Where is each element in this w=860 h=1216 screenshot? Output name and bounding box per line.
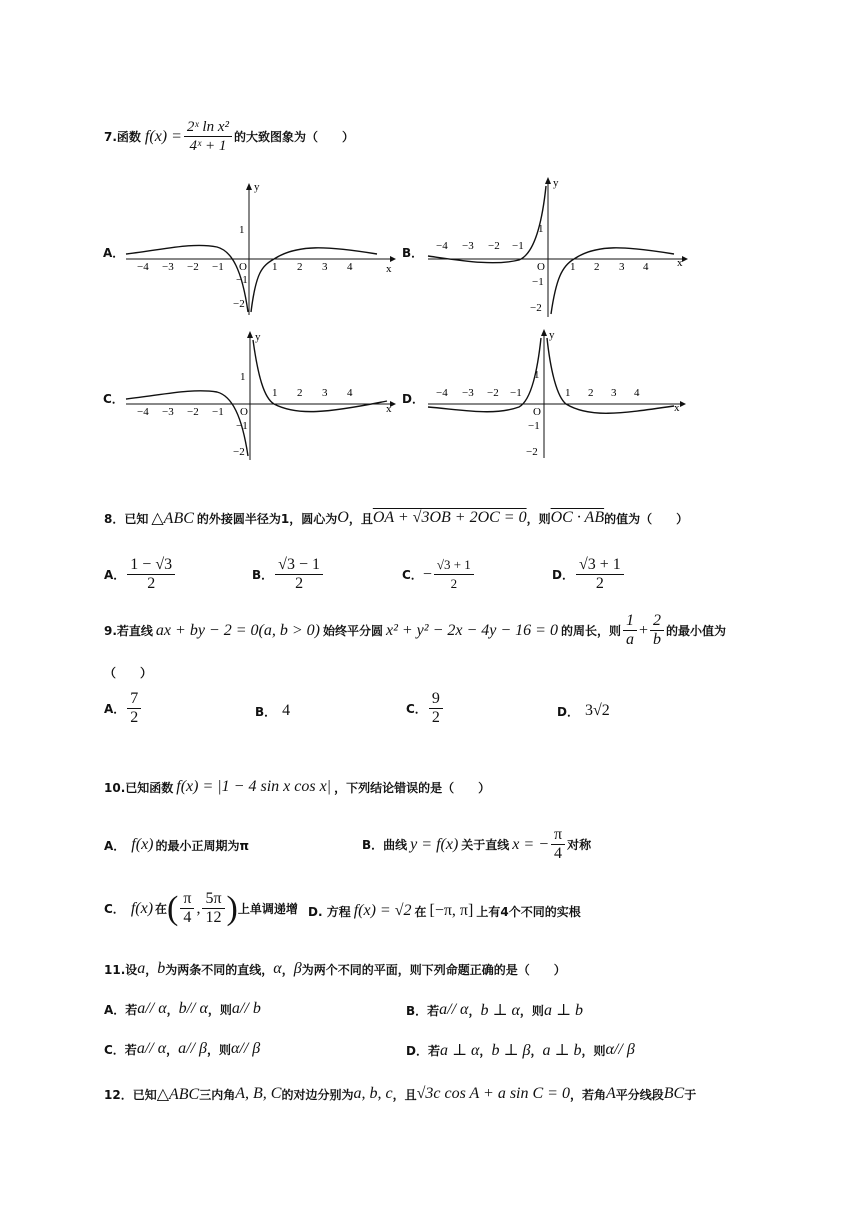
q7-tail: 的大致图象为（ ） (233, 130, 354, 144)
option-text: 上有4个不同的实根 (476, 904, 581, 919)
option-expr: a ⊥ b (543, 1002, 583, 1019)
q7-graph-a (122, 180, 398, 320)
q11-text: ， (145, 962, 158, 977)
option-fraction (551, 826, 565, 863)
q12-stem (104, 1084, 696, 1104)
option-label: D. 方程 (308, 904, 351, 919)
tick-label: −3 (162, 406, 174, 418)
option-text: 上单调递增 (237, 902, 298, 916)
tick-label: −2 (487, 387, 499, 399)
q8-vector-equation: OA + √3OB + 2OC = 0 (372, 509, 527, 526)
tick-label: 3 (322, 387, 328, 399)
q9-text: 的最小值为 (666, 624, 727, 638)
tick-label: 3 (611, 387, 617, 399)
tick-label: 1 (534, 369, 540, 381)
option-text: ，则 (207, 1002, 232, 1017)
interval-end (202, 890, 224, 927)
q7-func: f(x) = (144, 127, 182, 145)
q11-option-d[interactable] (406, 1040, 635, 1060)
option-label: D． (557, 704, 579, 719)
numerator: π (551, 826, 565, 845)
option-expr: f(x) (130, 899, 154, 917)
option-label: C．若 (104, 1042, 137, 1057)
option-text: ， (479, 1043, 492, 1058)
q8-triangle: △ABC (151, 510, 194, 527)
option-label: B． (255, 704, 277, 719)
q8-text: 的外接圆半径为1，圆心为 (196, 511, 338, 526)
denominator: 2 (295, 575, 304, 592)
tick-label: −2 (488, 240, 500, 252)
tick-label: −4 (436, 387, 448, 399)
q8-dot-product: OC · AB (550, 509, 605, 526)
tick-label: −1 (512, 240, 524, 252)
option-label: A．若 (104, 1002, 138, 1017)
numerator: π (180, 890, 194, 909)
option-label: A． (104, 702, 126, 716)
q7-label: 7.函数 (104, 130, 141, 144)
q10-option-a[interactable] (104, 836, 249, 854)
curve-right (251, 248, 377, 312)
q12-equation: √3c cos A + a sin C = 0 (416, 1085, 570, 1102)
option-text: ，则 (519, 1003, 544, 1018)
tick-label: −1 (236, 420, 248, 432)
numerator: 2 (650, 612, 664, 631)
curve-right (547, 338, 674, 413)
q10-option-c[interactable]: C． f(x) 在 ( $\frac{\pi}{4}$ , $\frac{5\pi}{12}$ ) 上单调递增 (104, 889, 298, 927)
q7-graph-b (424, 174, 692, 322)
tick-label: 1 (538, 223, 544, 235)
q9-line-equation: ax + by − 2 = 0(a, b > 0) (155, 621, 320, 639)
tick-label: 2 (297, 261, 303, 273)
option-text: ， (166, 1002, 179, 1017)
q8-text: 的值为（ ） (604, 511, 689, 526)
q8-stem (104, 508, 688, 528)
q11-stem (104, 960, 566, 978)
q9-option-a[interactable] (104, 690, 143, 727)
curve-right (253, 340, 387, 412)
tick-label: −2 (526, 446, 538, 458)
tick-label: 1 (570, 261, 576, 273)
option-fraction (576, 556, 624, 593)
q11-option-a[interactable] (104, 1000, 261, 1018)
option-label: D． (552, 568, 574, 582)
q10-option-b[interactable] (362, 826, 591, 863)
q7-numerator: 2ˣ ln x² (184, 118, 232, 137)
q11-var: b (157, 960, 166, 977)
option-text: 的最小正周期为π (155, 838, 249, 853)
denominator: 4 (183, 909, 192, 926)
y-axis-arrow (247, 331, 253, 338)
option-expr: b// α (178, 1000, 208, 1017)
tick-label: −4 (137, 261, 149, 273)
q11-label: 11.设 (104, 962, 138, 977)
tick-label: −2 (233, 446, 245, 458)
q9-option-c[interactable] (406, 690, 445, 727)
option-label: D．若 (406, 1043, 440, 1058)
denominator: a (625, 631, 634, 648)
denominator: 2 (147, 575, 156, 592)
q8-option-a[interactable] (104, 556, 177, 593)
option-fraction (429, 690, 443, 727)
option-expr: f(x) (131, 836, 154, 853)
y-axis-arrow (246, 183, 252, 190)
q10-label: 10.已知函数 (104, 780, 174, 795)
option-expr: x = − (512, 835, 549, 853)
q8-center: O (337, 509, 349, 526)
q11-text: 为两条不同的直线， (165, 962, 274, 977)
tick-label: −1 (236, 274, 248, 286)
tick-label: −4 (436, 240, 448, 252)
option-expr: a// α (137, 1000, 167, 1017)
q10-option-d[interactable] (308, 902, 581, 920)
tick-label: 2 (588, 387, 594, 399)
tick-label: −2 (187, 261, 199, 273)
q9-answer-paren: （ ） (104, 666, 153, 680)
q7-option-a-label: A． (103, 246, 125, 260)
x-label: x (677, 257, 683, 269)
q9-text: 始终平分圆 (322, 624, 383, 638)
option-value: 3√2 (584, 702, 610, 719)
option-text: ，则 (206, 1042, 231, 1057)
option-expr: b ⊥ α (480, 1002, 520, 1019)
q12-text: 三内角 (199, 1087, 236, 1102)
option-text: ， (166, 1042, 179, 1057)
denominator: 4 (554, 845, 563, 862)
tick-label: 1 (239, 224, 245, 236)
q10-text: ，下列结论错误的是（ ） (334, 780, 491, 795)
y-label: y (255, 331, 261, 343)
numerator: 5π (202, 890, 224, 909)
q7-option-b-label: B． (402, 246, 424, 260)
q9-circle-equation: x² + y² − 2x − 4y − 16 = 0 (385, 621, 558, 639)
tick-label: −1 (212, 261, 224, 273)
tick-label: −1 (532, 276, 544, 288)
q9-label: 9.若直线 (104, 624, 153, 638)
option-label: B． (252, 568, 274, 582)
option-label: A． (104, 568, 126, 582)
y-label: y (553, 177, 559, 189)
tick-label: 2 (297, 387, 303, 399)
tick-label: −2 (187, 406, 199, 418)
tick-label: 3 (322, 261, 328, 273)
option-expr: b ⊥ β (491, 1042, 531, 1059)
option-fraction (127, 556, 175, 593)
q8-option-b[interactable] (252, 556, 325, 593)
option-expr: a// β (178, 1040, 207, 1057)
q11-option-b[interactable] (406, 1000, 583, 1020)
option-label: B． (362, 838, 384, 852)
denominator: 2 (130, 709, 139, 726)
q10-function: f(x) = |1 − 4 sin x cos x| (176, 778, 332, 795)
tick-label: −3 (462, 240, 474, 252)
interval-start (180, 890, 194, 927)
curve-left (428, 338, 541, 412)
q7-graph-d (424, 326, 692, 462)
q9-text: 的周长，则 (560, 624, 621, 638)
x-label: x (386, 263, 392, 275)
tick-label: 3 (619, 261, 625, 273)
q8-text: ，且 (348, 511, 373, 526)
option-fraction (275, 556, 323, 593)
q11-var: a (137, 960, 146, 977)
q12-text: ，且 (392, 1087, 417, 1102)
option-text: ，则 (581, 1043, 606, 1058)
option-expr: a ⊥ α (439, 1042, 480, 1059)
option-text: 曲线 (383, 838, 408, 852)
tick-label: −2 (233, 298, 245, 310)
tick-label: 4 (347, 387, 353, 399)
q8-text: ，则 (526, 511, 551, 526)
numerator: √3 + 1 (434, 556, 474, 575)
x-label: x (674, 402, 680, 414)
q7-stem (104, 118, 354, 155)
y-axis-arrow (541, 329, 547, 336)
denominator: 12 (205, 909, 222, 926)
q12-label: 12．已知 (104, 1087, 157, 1102)
origin-label: O (537, 261, 545, 273)
tick-label: 4 (643, 261, 649, 273)
origin-label: O (240, 406, 248, 418)
q9-option-d[interactable] (557, 702, 610, 720)
q9-fraction-1 (623, 612, 637, 649)
option-text: 在 (414, 904, 427, 919)
x-axis-arrow (390, 256, 396, 262)
tick-label: 1 (565, 387, 571, 399)
numerator: 1 − √3 (127, 556, 175, 575)
option-text: ， (530, 1043, 543, 1058)
option-text: 对称 (567, 838, 592, 852)
q12-text: 平分线段 (615, 1087, 664, 1102)
option-label: A． (104, 838, 126, 853)
x-axis-arrow (680, 401, 686, 407)
q12-text: 的对边分别为 (281, 1087, 354, 1102)
option-label: C． (104, 902, 125, 916)
tick-label: 4 (634, 387, 640, 399)
q11-option-c[interactable] (104, 1040, 260, 1058)
q11-var: α (273, 960, 282, 977)
origin-label: O (239, 261, 247, 273)
tick-label: −3 (462, 387, 474, 399)
x-label: x (386, 403, 392, 415)
option-expr: a// b (231, 1000, 261, 1017)
q12-sides: a, b, c (353, 1085, 393, 1102)
q9-stem (104, 612, 726, 649)
curve-right (551, 248, 674, 314)
q7-graph-c (122, 328, 398, 464)
option-expr: a// α (136, 1040, 167, 1057)
option-label: C． (402, 568, 423, 582)
option-value: 4 (282, 702, 291, 719)
tick-label: 1 (240, 371, 246, 383)
q7-denominator: 4ˣ + 1 (189, 138, 227, 154)
tick-label: −1 (212, 406, 224, 418)
option-expr: a// α (439, 1001, 469, 1018)
y-label: y (254, 181, 260, 193)
tick-label: −4 (137, 406, 149, 418)
q7-fraction (184, 118, 232, 155)
option-fraction (127, 690, 141, 727)
option-label: B．若 (406, 1003, 440, 1018)
tick-label: 1 (272, 261, 278, 273)
denominator: 2 (450, 576, 458, 591)
q12-text: 于 (684, 1087, 697, 1102)
y-label: y (549, 329, 555, 341)
q12-triangle: △ABC (156, 1086, 200, 1103)
sign: − (422, 565, 432, 583)
tick-label: −1 (528, 420, 540, 432)
tick-label: −3 (162, 261, 174, 273)
q9-option-b[interactable] (255, 702, 290, 720)
q12-text: ，若角 (569, 1087, 606, 1102)
tick-label: 2 (594, 261, 600, 273)
numerator: √3 + 1 (576, 556, 624, 575)
option-label: C． (406, 702, 427, 716)
tick-label: 1 (272, 387, 278, 399)
x-axis-arrow (682, 256, 688, 262)
numerator: 9 (429, 690, 443, 709)
plus: + (638, 621, 649, 639)
q12-segment-bc: BC (663, 1085, 685, 1102)
tick-label: −1 (510, 387, 522, 399)
option-expr: a ⊥ b (542, 1042, 582, 1059)
q7-option-c-label: C． (103, 392, 124, 406)
denominator: 2 (595, 575, 604, 592)
origin-label: O (533, 406, 541, 418)
q7-option-d-label: D． (402, 392, 424, 406)
option-text: 关于直线 (461, 838, 510, 852)
q11-var: β (293, 960, 302, 977)
option-expr: y = f(x) (410, 835, 459, 853)
tick-label: −2 (530, 302, 542, 314)
option-expr: α// β (231, 1040, 261, 1057)
numerator: 1 (623, 612, 637, 631)
q8-label: 8．已知 (104, 511, 149, 526)
numerator: √3 − 1 (275, 556, 323, 575)
q12-angle-a: A (605, 1085, 616, 1102)
denominator: 2 (431, 709, 440, 726)
tick-label: 4 (347, 261, 353, 273)
option-fraction (434, 556, 474, 593)
q11-text: 为两个不同的平面，则下列命题正确的是（ ） (301, 962, 566, 977)
denominator: b (653, 631, 662, 648)
option-text: 在 (155, 902, 168, 916)
numerator: 7 (127, 690, 141, 709)
option-expr: f(x) = √2 (353, 902, 412, 919)
option-interval: [−π, π] (429, 902, 474, 919)
q8-option-c[interactable] (402, 556, 476, 593)
y-axis-arrow (545, 177, 551, 184)
curve-left (126, 391, 248, 456)
q9-fraction-2 (650, 612, 664, 649)
q11-text: ， (281, 962, 294, 977)
option-text: ， (468, 1003, 481, 1018)
q10-stem (104, 778, 490, 796)
q8-option-d[interactable] (552, 556, 626, 593)
q12-angles: A, B, C (235, 1085, 282, 1102)
curve-left (126, 245, 248, 312)
option-expr: α// β (605, 1041, 635, 1058)
